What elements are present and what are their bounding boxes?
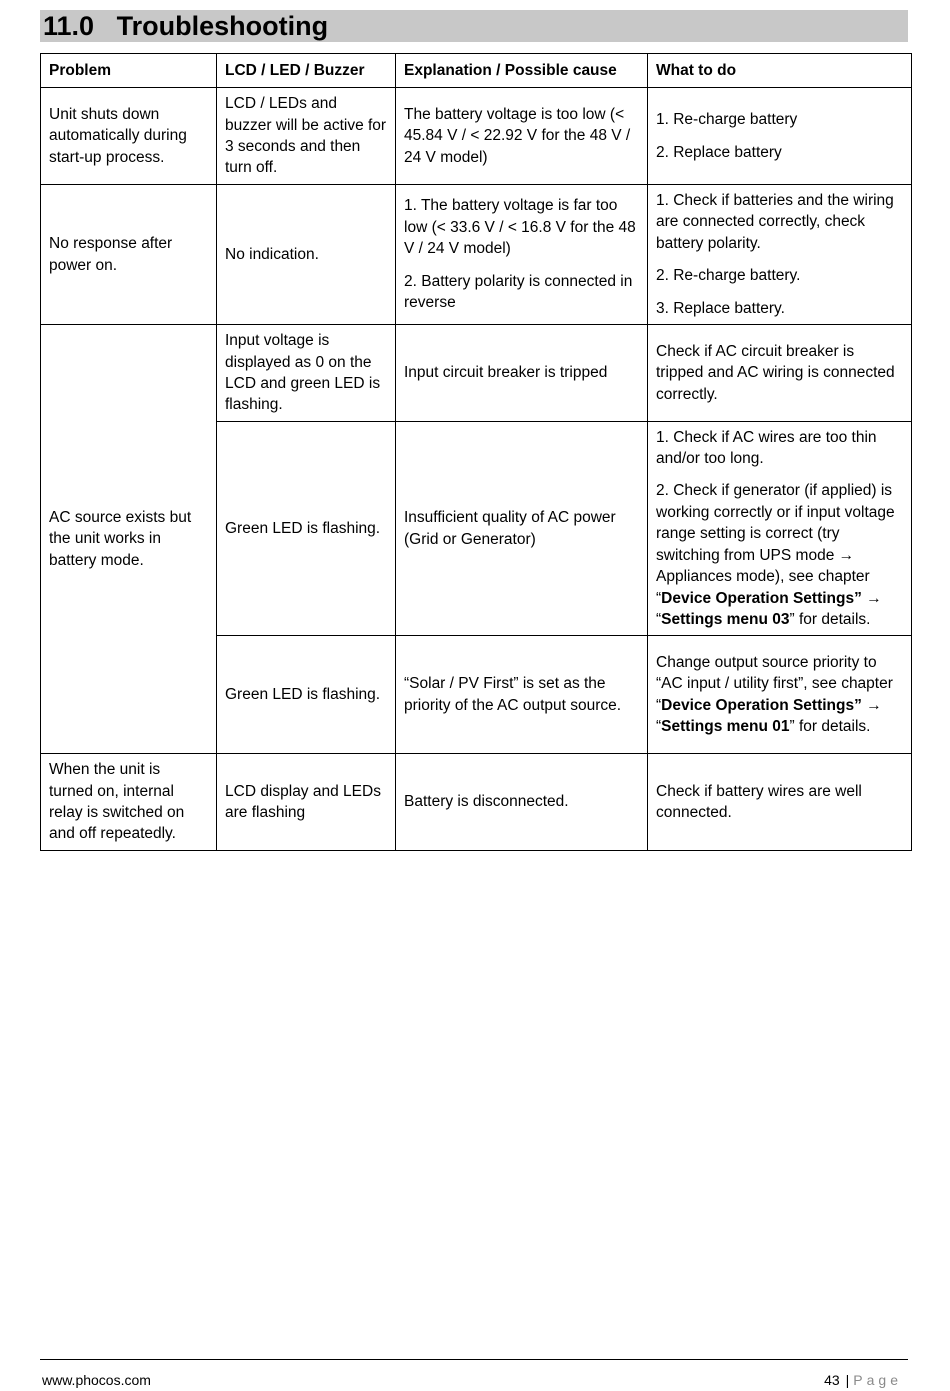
table-row	[41, 754, 912, 851]
header-action: What to do	[648, 54, 912, 88]
cause-cell	[396, 636, 648, 754]
indicator-cell: Input voltage is displayed as 0 on the LCD and green LED is flashing.	[217, 325, 396, 422]
cause-text: Insufficient quality of AC power (Grid or Generator)	[404, 509, 616, 548]
footer-website: www.phocos.com	[42, 1372, 151, 1388]
table-header-row	[41, 54, 912, 88]
header-indicator: LCD / LED / Buzzer	[217, 54, 396, 88]
cause-cell	[396, 422, 648, 636]
cause-text: Input circuit breaker is tripped	[404, 364, 608, 382]
cause-cell	[396, 88, 648, 185]
indicator-cell: Green LED is flashing.	[217, 636, 396, 754]
action-cell	[648, 185, 912, 325]
cause-text: “Solar / PV First” is set as the priority of the AC output source.	[404, 675, 622, 714]
action-step: 1. Re-charge battery	[656, 111, 798, 129]
action-step: Check if AC circuit breaker is tripped and AC wiring is connected correctly.	[656, 342, 895, 403]
indicator-cell: Green LED is flashing.	[217, 422, 396, 636]
action-step: 2. Re-charge battery.	[656, 267, 801, 285]
cause-cell	[396, 325, 648, 422]
action-cell	[648, 325, 912, 422]
arrow-icon: →	[866, 589, 882, 607]
action-cell	[648, 754, 912, 851]
table-row	[41, 185, 912, 325]
cause-text: Battery is disconnected.	[404, 793, 569, 811]
section-heading-bar	[40, 10, 908, 42]
table-row	[41, 325, 912, 422]
cause-cell	[396, 754, 648, 851]
footer-page	[824, 1372, 902, 1388]
page-separator: |	[845, 1372, 850, 1388]
problem-cell: AC source exists but the unit works in battery mode.	[41, 325, 217, 754]
indicator-cell: No indication.	[217, 185, 396, 325]
indicator-cell: LCD / LEDs and buzzer will be active for 3 seconds and then turn off.	[217, 88, 396, 185]
action-step: Change output source priority to “AC input / utility first”, see chapter “Device Operation Settings” → “Settings menu 01” for details.	[656, 653, 893, 735]
action-cell	[648, 88, 912, 185]
problem-cell: Unit shuts down automatically during start-up process.	[41, 88, 217, 185]
cause-text: 1. The battery voltage is far too low (< 33.6 V / < 16.8 V for the 48 V / 24 V model)	[404, 197, 636, 258]
action-step: Check if battery wires are well connected.	[656, 782, 862, 821]
problem-cell: When the unit is turned on, internal relay is switched on and off repeatedly.	[41, 754, 217, 851]
section-heading	[43, 10, 328, 42]
action-step: 1. Check if batteries and the wiring are connected correctly, check battery polarity.	[656, 191, 894, 252]
page-label: Page	[853, 1372, 902, 1388]
section-title: Troubleshooting	[116, 11, 329, 41]
action-step: 2. Check if generator (if applied) is working correctly or if input voltage range setting is correct (try switching from UPS mode → Appliances mode), see chapter “Device Operation Settings” → “Settings menu 03” for details.	[656, 482, 895, 628]
problem-cell: No response after power on.	[41, 185, 217, 325]
action-step: 1. Check if AC wires are too thin and/or too long.	[656, 428, 877, 468]
cause-text: The battery voltage is too low (< 45.84 V / < 22.92 V for the 48 V / 24 V model)	[404, 105, 631, 166]
action-step: 3. Replace battery.	[656, 299, 785, 317]
action-cell	[648, 422, 912, 636]
header-problem: Problem	[41, 54, 217, 88]
section-number: 11.0	[43, 11, 95, 41]
indicator-cell: LCD display and LEDs are flashing	[217, 754, 396, 851]
arrow-icon: →	[866, 696, 882, 714]
action-step: 2. Replace battery	[656, 143, 782, 161]
cause-text: 2. Battery polarity is connected in reverse	[404, 272, 633, 312]
table-row	[41, 88, 912, 185]
cause-cell	[396, 185, 648, 325]
footer-divider	[40, 1359, 908, 1360]
action-cell	[648, 636, 912, 754]
page-number: 43	[824, 1372, 840, 1388]
troubleshooting-table	[40, 53, 912, 851]
header-cause: Explanation / Possible cause	[396, 54, 648, 88]
arrow-icon: →	[838, 546, 855, 564]
